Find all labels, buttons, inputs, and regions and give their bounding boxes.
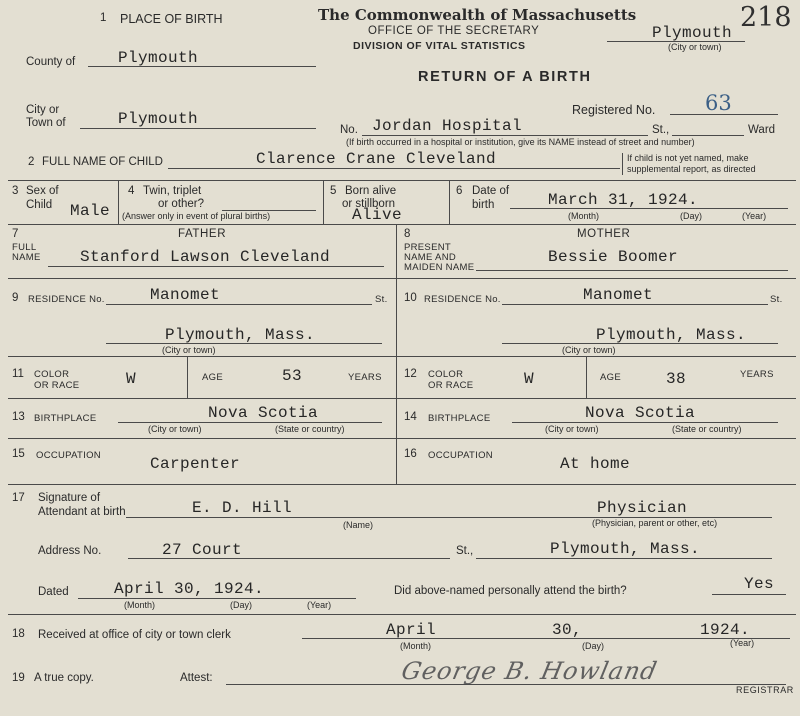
father-name-line (48, 266, 384, 267)
mother-occupation-value: At home (560, 455, 631, 473)
mother-city-caption: (City or town) (562, 345, 616, 355)
father-birthplace-line (118, 422, 382, 423)
date-label-1: Date of (472, 185, 510, 197)
mother-name-value: Bessie Boomer (548, 248, 679, 266)
header-city-value: Plymouth (652, 24, 733, 42)
ward-line (672, 135, 744, 136)
mother-bp-state-caption: (State or country) (672, 424, 742, 434)
return-title: RETURN OF A BIRTH (418, 69, 592, 85)
alive-value: Alive (352, 206, 403, 224)
twin-label-1: Twin, triplet (143, 185, 202, 197)
mother-age-label: AGE (600, 372, 621, 383)
father-residence-street: Manomet (150, 286, 221, 304)
divider (187, 356, 188, 398)
item-number: 6 (456, 185, 463, 197)
city-label-1: City or (26, 104, 60, 116)
item-number: 1 (100, 12, 107, 24)
father-color-label-2: OR RACE (34, 380, 80, 391)
rule (8, 484, 796, 485)
year-caption: (Year) (742, 211, 767, 221)
rule (8, 356, 796, 357)
father-age-value: 53 (282, 367, 303, 385)
mother-present-label-3: MAIDEN NAME (404, 262, 475, 273)
sex-label-2: Child (26, 199, 53, 211)
attendant-role-value: Physician (597, 499, 688, 517)
registered-value: 63 (705, 91, 732, 115)
item-number: 18 (12, 628, 25, 640)
attend-line (712, 594, 786, 595)
mother-color-label-1: COLOR (428, 369, 464, 380)
mother-occupation-label: OCCUPATION (428, 450, 493, 461)
dated-year-caption: (Year) (307, 600, 332, 610)
item-number: 9 (12, 292, 19, 304)
mother-city-line (502, 343, 778, 344)
father-full-label-1: FULL (12, 242, 37, 253)
father-city-caption: (City or town) (162, 345, 216, 355)
address-st-label: St., (456, 545, 474, 557)
divider (586, 356, 587, 398)
item-number: 15 (12, 448, 25, 460)
child-name-label: FULL NAME OF CHILD (42, 156, 163, 168)
hospital-line (362, 135, 648, 136)
dated-month-caption: (Month) (124, 600, 156, 610)
rule (8, 614, 796, 615)
dated-line (78, 598, 356, 599)
mother-birthplace-value: Nova Scotia (585, 404, 696, 422)
item-number: 16 (404, 448, 417, 460)
item-number: 4 (128, 185, 135, 197)
item-number: 13 (12, 411, 25, 423)
father-header: FATHER (178, 228, 227, 240)
month-caption: (Month) (568, 211, 600, 221)
attest-line (226, 684, 786, 685)
mother-residence-label: RESIDENCE No. (424, 294, 501, 305)
office-title: OFFICE OF THE SECRETARY (368, 25, 540, 37)
child-name-value: Clarence Crane Cleveland (256, 150, 497, 168)
mother-st-label: St. (770, 294, 783, 305)
received-year-caption: (Year) (730, 638, 755, 648)
child-note-1: If child is not yet named, make (627, 153, 749, 163)
father-full-label-2: NAME (12, 252, 41, 263)
birth-date-value: March 31, 1924. (548, 191, 699, 209)
rule (8, 278, 796, 279)
father-residence-city: Plymouth, Mass. (165, 326, 316, 344)
registered-label: Registered No. (572, 103, 656, 117)
divider (323, 180, 324, 224)
child-note-2: supplemental report, as directed (627, 164, 756, 174)
ward-label: Ward (748, 124, 776, 136)
note-bracket (622, 153, 623, 175)
hospital-st-label: St., (652, 124, 670, 136)
father-occupation-value: Carpenter (150, 455, 241, 473)
item-number: 3 (12, 185, 19, 197)
received-label: Received at office of city or town clerk (38, 629, 231, 641)
father-age-label: AGE (202, 372, 223, 383)
father-st-label: St. (375, 294, 388, 305)
rule (8, 438, 796, 439)
address-value: 27 Court (162, 541, 243, 559)
father-street-line (106, 304, 372, 305)
father-color-value: W (126, 370, 137, 388)
mother-birthplace-label: BIRTHPLACE (428, 413, 491, 424)
item-number: 8 (404, 228, 411, 240)
header-city-caption: (City or town) (668, 42, 722, 52)
child-name-line (168, 168, 620, 169)
received-month-caption: (Month) (400, 641, 432, 651)
address-line (128, 558, 450, 559)
mother-residence-city: Plymouth, Mass. (596, 326, 747, 344)
item-number: 2 (28, 156, 35, 168)
item-number: 14 (404, 411, 417, 423)
received-year-value: 1924. (700, 621, 751, 639)
father-birthplace-label: BIRTHPLACE (34, 413, 97, 424)
mother-name-line (476, 270, 788, 271)
registrar-label: REGISTRAR (736, 685, 794, 695)
received-day-value: 30, (552, 621, 583, 639)
father-bp-city-caption: (City or town) (148, 424, 202, 434)
father-years-label: YEARS (348, 372, 382, 383)
father-name-value: Stanford Lawson Cleveland (80, 248, 331, 266)
attend-question: Did above-named personally attend the birth? (394, 585, 627, 597)
twin-label-2: or other? (158, 198, 205, 210)
mother-color-value: W (524, 370, 535, 388)
father-city-line (106, 343, 382, 344)
item-number: 17 (12, 492, 25, 504)
received-day-caption: (Day) (582, 641, 604, 651)
signature-label-1: Signature of (38, 492, 101, 504)
dated-label: Dated (38, 586, 69, 598)
county-line (88, 66, 316, 67)
hospital-no-label: No. (340, 124, 358, 136)
address-label: Address No. (38, 545, 102, 557)
city-line (80, 128, 316, 129)
hospital-note: (If birth occurred in a hospital or institution, give its NAME instead of street and number) (346, 137, 695, 147)
mother-color-label-2: OR RACE (428, 380, 474, 391)
dated-value: April 30, 1924. (114, 580, 265, 598)
item-number: 19 (12, 672, 25, 684)
father-bp-state-caption: (State or country) (275, 424, 345, 434)
divider (449, 180, 450, 224)
alive-label-1: Born alive (345, 185, 397, 197)
mother-residence-street: Manomet (583, 286, 654, 304)
attendant-role-caption: (Physician, parent or other, etc) (592, 518, 718, 528)
county-value: Plymouth (118, 49, 199, 67)
true-copy-label: A true copy. (34, 672, 94, 684)
father-birthplace-value: Nova Scotia (208, 404, 319, 422)
address-city-value: Plymouth, Mass. (550, 540, 701, 558)
attest-label: Attest: (180, 672, 213, 684)
item-number: 5 (330, 185, 337, 197)
received-line (302, 638, 790, 639)
birth-date-line (510, 208, 788, 209)
day-caption: (Day) (680, 211, 702, 221)
registered-line (670, 114, 778, 115)
city-value: Plymouth (118, 110, 199, 128)
mother-years-label: YEARS (740, 369, 774, 380)
address-city-line (476, 558, 772, 559)
item-number: 10 (404, 292, 417, 304)
sex-label-1: Sex of (26, 185, 59, 197)
signature-label-2: Attendant at birth (38, 506, 126, 518)
hospital-value: Jordan Hospital (372, 117, 523, 135)
mother-header: MOTHER (577, 228, 631, 240)
father-residence-label: RESIDENCE No. (28, 294, 105, 305)
father-color-label-1: COLOR (34, 369, 70, 380)
place-of-birth-heading: PLACE OF BIRTH (120, 12, 223, 26)
county-label: County of (26, 56, 76, 68)
item-number: 12 (404, 368, 417, 380)
mother-birthplace-line (512, 422, 778, 423)
mother-bp-city-caption: (City or town) (545, 424, 599, 434)
record-number: 218 (740, 2, 792, 33)
divider (118, 180, 119, 224)
division-title: DIVISION OF VITAL STATISTICS (353, 40, 526, 52)
rule (8, 398, 796, 399)
twin-note: (Answer only in event of plural births) (122, 211, 271, 221)
father-occupation-label: OCCUPATION (36, 450, 101, 461)
dated-day-caption: (Day) (230, 600, 252, 610)
item-number: 11 (12, 368, 24, 380)
attendant-name-caption: (Name) (343, 520, 374, 530)
attend-value: Yes (744, 575, 775, 593)
date-label-2: birth (472, 199, 495, 211)
item-number: 7 (12, 228, 19, 240)
registrar-signature: George B. Howland (399, 657, 661, 685)
mother-present-label-1: PRESENT (404, 242, 451, 253)
center-divider (396, 224, 397, 484)
mother-street-line (502, 304, 768, 305)
mother-present-label-2: NAME AND (404, 252, 457, 263)
attendant-name-value: E. D. Hill (192, 499, 293, 517)
commonwealth-title: The Commonwealth of Massachusetts (318, 6, 637, 24)
city-label-2: Town of (26, 117, 66, 129)
mother-age-value: 38 (666, 370, 687, 388)
alive-label-2: or stillborn (342, 198, 396, 210)
rule (8, 180, 796, 181)
sex-value: Male (70, 202, 111, 220)
rule (8, 224, 796, 225)
received-month-value: April (386, 621, 437, 639)
